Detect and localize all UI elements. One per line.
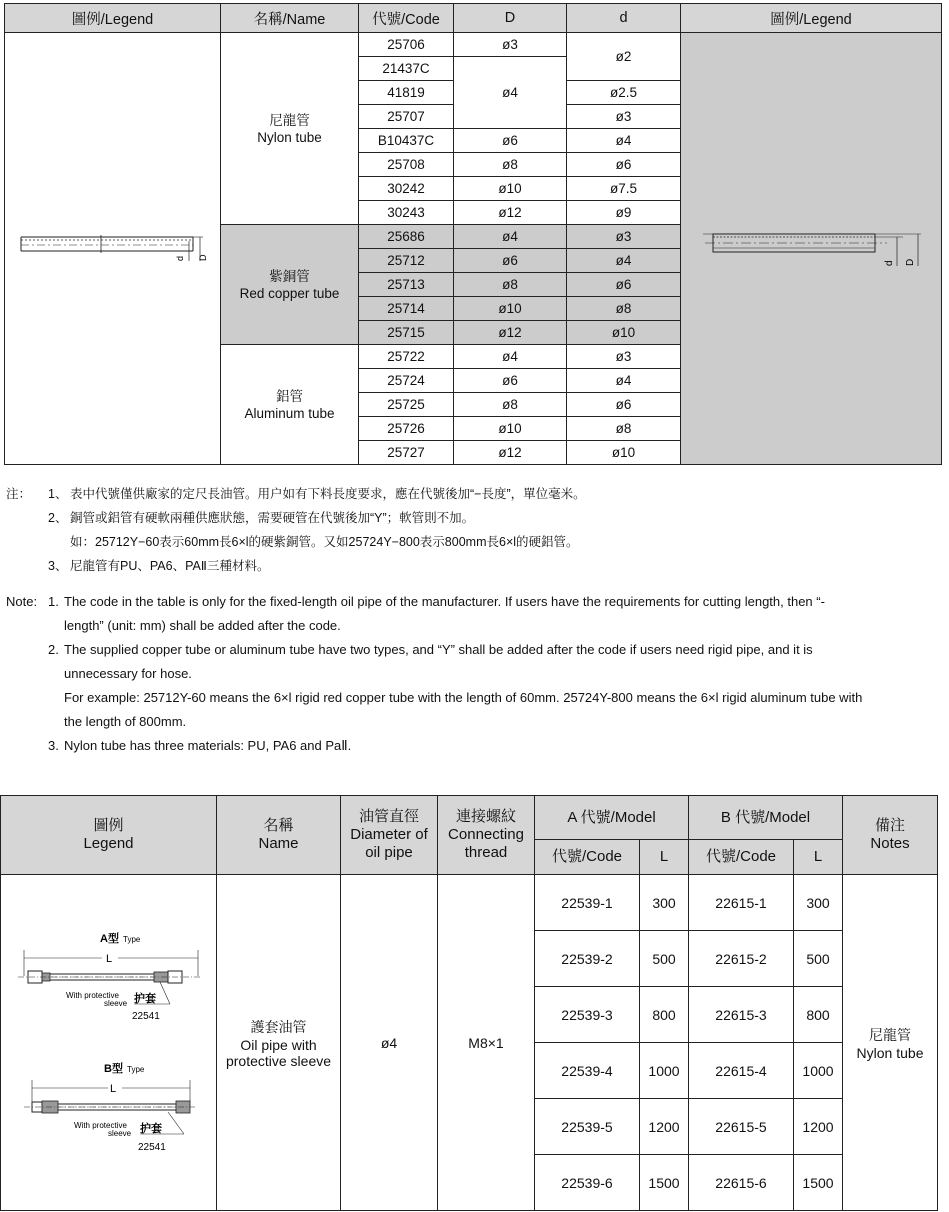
outer-diameter-cell: ø4: [454, 225, 567, 249]
note-text: 表中代號僅供廠家的定尺長油管。用户如有下料長度要求，應在代號後加“−長度”，單位毫米。: [70, 487, 586, 501]
diagram-label-d: d: [884, 260, 895, 266]
b-length-cell: 1000: [794, 1043, 843, 1099]
b-code-cell: 22615-6: [689, 1155, 794, 1211]
a-code-cell: 22539-2: [535, 931, 640, 987]
note-text: 如：25712Y−60表示60mm長6×l的硬紫銅管。又如25724Y−800表示800mm長6×l的硬鋁管。: [70, 535, 579, 549]
outer-diameter-cell: ø6: [454, 129, 567, 153]
table-row: [1, 875, 938, 931]
inner-diameter-cell: ø3: [567, 345, 681, 369]
inner-diameter-cell: ø8: [567, 417, 681, 441]
code-cell: 41819: [359, 81, 454, 105]
header-inner-diameter: d: [567, 4, 681, 33]
b-length-cell: 500: [794, 931, 843, 987]
inner-diameter-cell: ø6: [567, 273, 681, 297]
note-text: For example: 25712Y-60 means the 6×l rigid red copper tube with the length of 60mm. 25724Y-800 means the 6×l rigid aluminum tube with: [64, 690, 863, 705]
metal-tube-diagram: [691, 222, 931, 272]
code-cell: 25725: [359, 393, 454, 417]
outer-diameter-cell: ø4: [454, 345, 567, 369]
table-header-row: [5, 4, 942, 33]
header-code: 代號/Code: [359, 4, 454, 33]
header-diameter: [341, 796, 438, 875]
b-code-cell: 22615-5: [689, 1099, 794, 1155]
group-name-en: Nylon tube: [257, 129, 322, 145]
note-text: length” (unit: mm) shall be added after the code.: [64, 618, 341, 633]
note-text: the length of 800mm.: [64, 714, 187, 729]
code-cell: 25712: [359, 249, 454, 273]
a-length-cell: 800: [640, 987, 689, 1043]
note-text: The supplied copper tube or aluminum tube have two types, and “Y” shall be added after the code if users need rigid pipe, and it is: [64, 642, 813, 657]
group-name-nylon: [221, 33, 359, 225]
notes-english: [6, 590, 949, 758]
code-cell: 30243: [359, 201, 454, 225]
sleeve-note-en: With protective: [65, 991, 119, 1000]
note-number: 1、: [48, 487, 68, 501]
sleeved-oil-pipe-table: [0, 795, 938, 1211]
header-a-model: A 代號/Model: [535, 796, 689, 840]
table-header-row: [1, 796, 938, 840]
diameter-cell: ø4: [341, 875, 438, 1211]
b-code-cell: 22615-4: [689, 1043, 794, 1099]
outer-diameter-cell: ø6: [454, 249, 567, 273]
header-name: [217, 796, 341, 875]
inner-diameter-cell: ø2.5: [567, 81, 681, 105]
group-name-copper: [221, 225, 359, 345]
type-a-en: Type: [122, 935, 140, 944]
group-name-zh: 紫銅管: [269, 268, 310, 284]
group-name-en: Aluminum tube: [244, 405, 335, 421]
code-cell: 25708: [359, 153, 454, 177]
header-legend: 圖例/Legend: [5, 4, 221, 33]
b-length-cell: 1200: [794, 1099, 843, 1155]
outer-diameter-cell: ø8: [454, 393, 567, 417]
inner-diameter-cell: ø6: [567, 393, 681, 417]
diagram-label-d: d: [174, 255, 185, 261]
group-name-zh: 鋁管: [276, 388, 303, 404]
outer-diameter-cell: ø10: [454, 177, 567, 201]
legend-left-cell: [5, 33, 221, 465]
name-cell: [217, 875, 341, 1211]
notes-en: Nylon tube: [856, 1044, 924, 1061]
header-legend-right: 圖例/Legend: [681, 4, 942, 33]
header-b-model: B 代號/Model: [689, 796, 843, 840]
header-notes-zh: 備注: [875, 817, 906, 834]
inner-diameter-cell: ø10: [567, 441, 681, 465]
diagram-label-D: D: [197, 254, 208, 261]
code-cell: 25722: [359, 345, 454, 369]
note-text: 尼龍管有PU、PA6、PAⅡ三種材料。: [70, 559, 270, 573]
header-thread: [438, 796, 535, 875]
tube-spec-table: [4, 3, 942, 465]
code-cell: 25715: [359, 321, 454, 345]
b-length-cell: 800: [794, 987, 843, 1043]
outer-diameter-cell: ø12: [454, 321, 567, 345]
code-cell: 25727: [359, 441, 454, 465]
header-thread-en: thread: [464, 844, 508, 861]
outer-diameter-cell: ø12: [454, 201, 567, 225]
sleeved-pipe-diagram: [4, 876, 214, 1206]
header-l-b: L: [794, 840, 843, 875]
header-outer-diameter: D: [454, 4, 567, 33]
header-name: 名稱/Name: [221, 4, 359, 33]
header-thread-en: Connecting: [448, 826, 524, 843]
header-thread-zh: 連接螺紋: [455, 808, 516, 825]
note-number: 1.: [48, 594, 59, 609]
code-cell: 25713: [359, 273, 454, 297]
outer-diameter-cell: ø10: [454, 417, 567, 441]
nylon-tube-diagram: [13, 227, 213, 267]
type-a-label: A型: [99, 933, 119, 945]
note-zh-3: [6, 554, 936, 578]
note-label: 注：: [6, 487, 32, 501]
type-b-label: B型: [103, 1063, 123, 1075]
code-cell: 30242: [359, 177, 454, 201]
outer-diameter-cell: ø10: [454, 297, 567, 321]
group-name-en: Red copper tube: [239, 285, 340, 301]
note-number: 3、: [48, 559, 68, 573]
note-zh-2-example: [6, 530, 936, 554]
thread-cell: M8×1: [438, 875, 535, 1211]
inner-diameter-cell: ø3: [567, 105, 681, 129]
header-code-b: 代號/Code: [689, 840, 794, 875]
note-text: 銅管或鋁管有硬軟兩種供應狀態，需要硬管在代號後加“Y”；軟管則不加。: [70, 511, 475, 525]
note-text: unnecessary for hose.: [64, 666, 192, 681]
a-code-cell: 22539-1: [535, 875, 640, 931]
code-cell: 25724: [359, 369, 454, 393]
a-length-cell: 1200: [640, 1099, 689, 1155]
note-text: Nylon tube has three materials: PU, PA6 and PaⅡ.: [64, 738, 352, 753]
inner-diameter-cell: ø10: [567, 321, 681, 345]
inner-diameter-cell: ø4: [567, 129, 681, 153]
note-en-3: [6, 734, 949, 758]
note-number: 3.: [48, 738, 59, 753]
inner-diameter-cell: ø9: [567, 201, 681, 225]
header-legend-en: Legend: [83, 835, 134, 852]
name-en: protective sleeve: [225, 1052, 332, 1069]
outer-diameter-cell: ø4: [454, 57, 567, 129]
b-code-cell: 22615-2: [689, 931, 794, 987]
b-length-cell: 300: [794, 875, 843, 931]
group-name-zh: 尼龍管: [269, 112, 310, 128]
a-length-cell: 1000: [640, 1043, 689, 1099]
sleeve-note-zh: 护套: [133, 993, 156, 1005]
code-cell: 21437C: [359, 57, 454, 81]
inner-diameter-cell: ø4: [567, 249, 681, 273]
header-notes-en: Notes: [870, 835, 910, 852]
inner-diameter-cell: ø3: [567, 225, 681, 249]
type-b-en: Type: [126, 1065, 144, 1074]
a-code-cell: 22539-4: [535, 1043, 640, 1099]
a-length-cell: 300: [640, 875, 689, 931]
note-en-1: [6, 590, 949, 614]
notes-cell: [843, 875, 938, 1211]
header-diameter-en: Diameter of: [350, 826, 428, 843]
outer-diameter-cell: ø3: [454, 33, 567, 57]
notes-zh: 尼龍管: [869, 1026, 912, 1043]
outer-diameter-cell: ø8: [454, 153, 567, 177]
diagram-label-D: D: [905, 258, 916, 266]
a-code-cell: 22539-3: [535, 987, 640, 1043]
inner-diameter-cell: ø7.5: [567, 177, 681, 201]
inner-diameter-cell: ø6: [567, 153, 681, 177]
code-cell: 25726: [359, 417, 454, 441]
note-text: The code in the table is only for the fixed-length oil pipe of the manufacturer. If users have the requirements for cutting length, then “-: [64, 594, 825, 609]
sleeve-note-en: sleeve: [103, 999, 127, 1008]
inner-diameter-cell: ø4: [567, 369, 681, 393]
notes-chinese: [6, 482, 936, 578]
table-row: [5, 33, 942, 57]
header-notes: [843, 796, 938, 875]
header-name-zh: 名稱: [263, 817, 294, 834]
inner-diameter-cell: ø2: [567, 33, 681, 81]
code-cell: 25686: [359, 225, 454, 249]
code-cell: B10437C: [359, 129, 454, 153]
header-legend: [1, 796, 217, 875]
inner-diameter-cell: ø8: [567, 297, 681, 321]
header-l-a: L: [640, 840, 689, 875]
header-name-en: Name: [258, 835, 299, 852]
header-code-a: 代號/Code: [535, 840, 640, 875]
length-label: L: [109, 1083, 116, 1095]
note-zh-2: [6, 506, 936, 530]
b-code-cell: 22615-3: [689, 987, 794, 1043]
code-cell: 25714: [359, 297, 454, 321]
note-en-2: [6, 638, 949, 662]
name-zh: 護套油管: [250, 1018, 307, 1035]
header-diameter-en: oil pipe: [365, 844, 413, 861]
sleeve-note-en: With protective: [73, 1121, 127, 1130]
header-diameter-zh: 油管直徑: [358, 808, 419, 825]
a-code-cell: 22539-6: [535, 1155, 640, 1211]
name-en: Oil pipe with: [240, 1036, 317, 1053]
length-label: L: [105, 953, 112, 965]
legend-right-cell: [681, 33, 942, 465]
b-code-cell: 22615-1: [689, 875, 794, 931]
sleeve-note-en: sleeve: [107, 1129, 131, 1138]
b-length-cell: 1500: [794, 1155, 843, 1211]
a-code-cell: 22539-5: [535, 1099, 640, 1155]
header-legend-zh: 圖例: [93, 817, 124, 834]
code-cell: 25706: [359, 33, 454, 57]
sleeve-code: 22541: [137, 1142, 166, 1153]
note-label: Note:: [6, 594, 38, 609]
legend-cell: [1, 875, 217, 1211]
note-number: 2、: [48, 511, 68, 525]
sleeve-note-zh: 护套: [139, 1123, 162, 1135]
outer-diameter-cell: ø8: [454, 273, 567, 297]
code-cell: 25707: [359, 105, 454, 129]
sleeve-code: 22541: [131, 1011, 160, 1022]
a-length-cell: 1500: [640, 1155, 689, 1211]
note-number: 2.: [48, 642, 59, 657]
a-length-cell: 500: [640, 931, 689, 987]
outer-diameter-cell: ø6: [454, 369, 567, 393]
note-zh-1: [6, 482, 936, 506]
group-name-aluminum: [221, 345, 359, 465]
outer-diameter-cell: ø12: [454, 441, 567, 465]
